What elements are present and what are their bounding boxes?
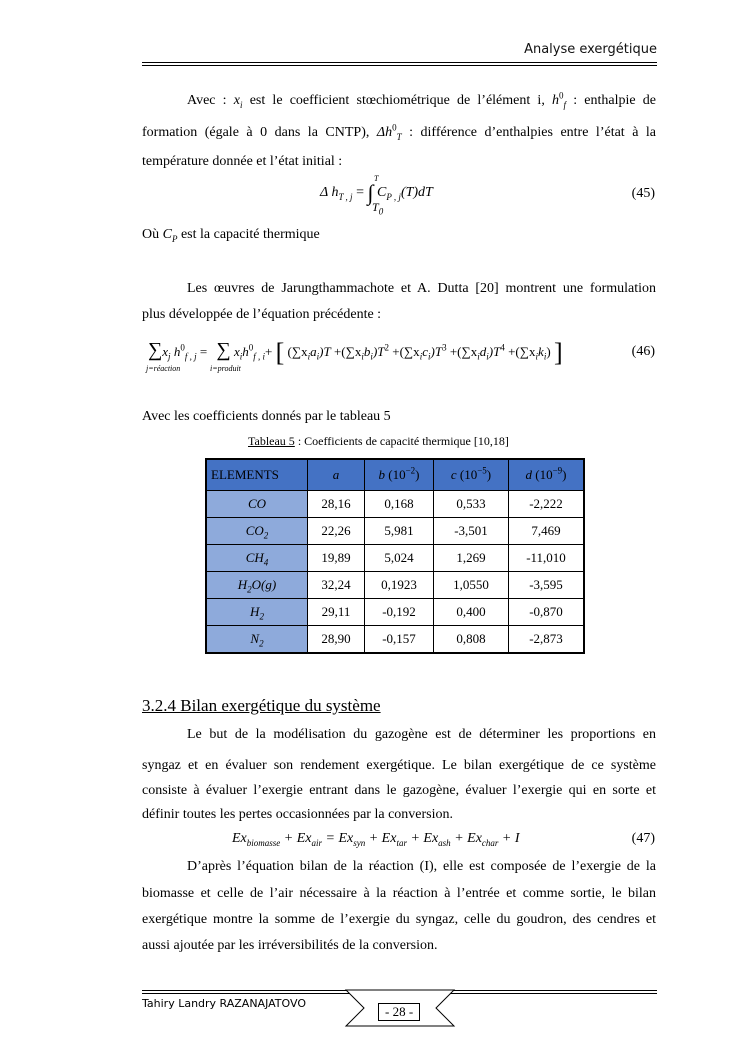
cell-a: 28,90 [308, 626, 365, 654]
para2-line1: Les œuvres de Jarungthammachote et A. Dutta [20] montrent une formulation [187, 281, 656, 296]
footer-author: Tahiry Landry RAZANAJATOVO [142, 997, 306, 1010]
para4-line2: syngaz et en évaluer son rendement exergétique. Le bilan exergétique de ce système [142, 758, 656, 773]
table-row [206, 545, 584, 572]
para5-line3: exergétique montre la somme de l’exergie du syngaz, celle du goudron, des cendres et [142, 912, 656, 927]
table-row [206, 572, 584, 599]
cell-b: 5,981 [365, 518, 434, 545]
col-header-elements: ELEMENTS [206, 459, 308, 491]
cell-c: 0,533 [434, 491, 509, 518]
para3: Avec les coefficients donnés par le tableau 5 [142, 409, 391, 424]
cell-c: -3,501 [434, 518, 509, 545]
element-cell: CO [206, 491, 308, 518]
section-heading: 3.2.4 Bilan exergétique du système [142, 696, 381, 715]
equation-46: $\sum x_j$ $h^0_{f , j}$ = ∑ $x_ih^0_{f , i}+$ [ $(\sum x_ia_i)T +(\sum x_ib_i)T^2 +(\sum x_ic_i)T^3 +(\sum x_id_i)T^4 +(\sum x_ik_i)$ ] [148, 338, 563, 367]
header-rule-double [142, 65, 657, 66]
header-rule [142, 62, 657, 63]
table-row [206, 626, 584, 654]
element-cell: $N_2$ [206, 626, 308, 654]
cell-d: 7,469 [509, 518, 585, 545]
equation-47: $Ex_{biomasse} + Ex_{air} = Ex_{syn} + Ex_{tar} + Ex_{ash} + Ex_{char} + I$ [232, 831, 520, 848]
para1-line1: Avec : $x_i$ est le coefficient stœchiométrique de l’élément i, $h^0_f$ : enthalpie de [187, 90, 657, 110]
table-row [206, 491, 584, 518]
cell-c: 1,0550 [434, 572, 509, 599]
cell-a: 28,16 [308, 491, 365, 518]
element-cell: $H_2O(g)$ [206, 572, 308, 599]
col-header-d: d $(10^{-9})$ [509, 459, 585, 491]
cell-d: -2,222 [509, 491, 585, 518]
table-header-row [206, 459, 584, 491]
para4-line4: définir toutes les pertes occasionnées par la conversion. [142, 807, 454, 822]
table-row [206, 599, 584, 626]
col-header-b: b $(10^{-2})$ [365, 459, 434, 491]
running-header: Analyse exergétique [524, 42, 657, 57]
para4-line3: consiste à évaluer l’exergie entrant dans le gazogène, évaluer l’exergie qui en sorte et [142, 783, 656, 798]
cell-a: 32,24 [308, 572, 365, 599]
cell-d: -2,873 [509, 626, 585, 654]
equation-47-number: (47) [631, 831, 655, 846]
table-row [206, 518, 584, 545]
page-number: - 28 - [378, 1003, 420, 1021]
para2-line2: plus développée de l’équation précédente : [142, 307, 382, 322]
para5-line1: D’après l’équation bilan de la réaction (I), elle est composée de l’exergie de la [187, 859, 656, 874]
equation-46-sum-index-mid: i=produit [210, 364, 241, 373]
cell-c: 1,269 [434, 545, 509, 572]
cell-a: 19,89 [308, 545, 365, 572]
col-header-a: a [308, 459, 365, 491]
cell-b: -0,157 [365, 626, 434, 654]
coefficients-table [205, 458, 585, 654]
col-header-c: c $(10^{-5})$ [434, 459, 509, 491]
equation-46-number: (46) [631, 344, 655, 359]
para5-line4: aussi ajoutée par les irréversibilités de la conversion. [142, 938, 438, 953]
cell-b: 5,024 [365, 545, 434, 572]
cell-d: -0,870 [509, 599, 585, 626]
cell-a: 22,26 [308, 518, 365, 545]
element-cell: $H_2$ [206, 599, 308, 626]
element-cell: $CH_4$ [206, 545, 308, 572]
cp-definition: Où $C_P$ est la capacité thermique [142, 227, 320, 244]
element-cell: $CO_2$ [206, 518, 308, 545]
cell-b: -0,192 [365, 599, 434, 626]
cell-a: 29,11 [308, 599, 365, 626]
cell-c: 0,808 [434, 626, 509, 654]
para1-line2: formation (égale à 0 dans la CNTP), $\Delta h^0_T$ : différence d’enthalpies entre l’état à la [142, 122, 657, 142]
cell-b: 0,168 [365, 491, 434, 518]
cell-b: 0,1923 [365, 572, 434, 599]
table-caption: Tableau 5 : Coefficients de capacité thermique [10,18] [248, 434, 509, 448]
cell-c: 0,400 [434, 599, 509, 626]
cell-d: -3,595 [509, 572, 585, 599]
para4-line1: Le but de la modélisation du gazogène est de déterminer les proportions en [187, 727, 656, 742]
equation-45: Δ $h_{T , j}$ = ∫ T $T_0$ $C_{P , j}(T)dT$ [320, 174, 433, 217]
para5-line2: biomasse et celle de l’air nécessaire à la réaction à l’entrée et comme sortie, le bilan [142, 886, 656, 901]
cell-d: -11,010 [509, 545, 585, 572]
equation-45-number: (45) [631, 186, 655, 201]
para1-line3: température donnée et l’état initial : [142, 154, 343, 169]
equation-46-sum-index-left: j=réaction [146, 364, 181, 373]
